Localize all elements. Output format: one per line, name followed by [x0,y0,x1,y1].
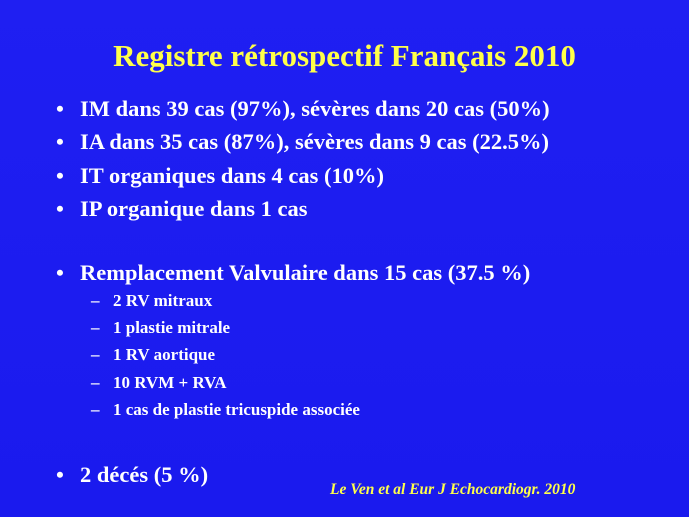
bullet-icon: • [56,163,64,188]
bullet-text: 2 décés (5 %) [80,462,209,487]
sub-bullet-text: 10 RVM + RVA [113,373,227,392]
sub-bullet-text: 1 RV aortique [113,345,216,364]
reference-citation: Le Ven et al Eur J Echocardiogr. 2010 [330,481,576,498]
bullet-text: IM dans 39 cas (97%), sévères dans 20 cas (50%) [80,96,550,121]
bullet-text: IP organique dans 1 cas [80,196,308,221]
bullet-icon: • [56,129,64,154]
dash-icon: – [91,400,100,419]
bullet-icon: • [56,462,64,487]
sub-bullet-text: 1 cas de plastie tricuspide associée [113,400,360,419]
dash-icon: – [91,345,100,364]
sub-bullet-text: 2 RV mitraux [113,291,213,310]
slide-title: Registre rétrospectif Français 2010 [113,38,576,73]
sub-bullet-text: 1 plastie mitrale [113,318,231,337]
bullet-text: IA dans 35 cas (87%), sévères dans 9 cas (22.5%) [80,129,549,154]
dash-icon: – [91,373,100,392]
dash-icon: – [91,318,100,337]
bullet-icon: • [56,260,64,285]
dash-icon: – [91,291,100,310]
bullet-icon: • [56,96,64,121]
bullet-text: Remplacement Valvulaire dans 15 cas (37.5 %) [80,260,531,285]
bullet-text: IT organiques dans 4 cas (10%) [80,163,385,188]
bullet-icon: • [56,196,64,221]
